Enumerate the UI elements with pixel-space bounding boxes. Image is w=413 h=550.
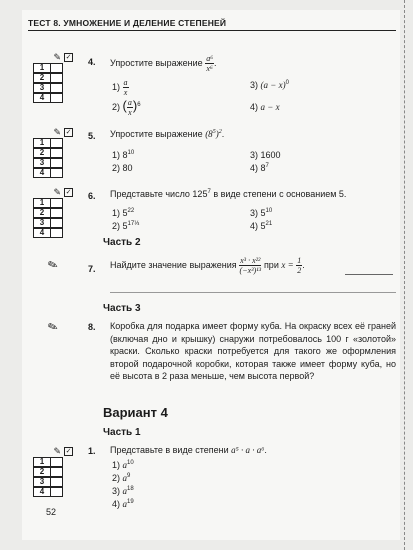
option-1[interactable]: 1) $a^{10}$	[112, 460, 134, 470]
answer-row[interactable]: 3	[33, 477, 73, 487]
answer-row[interactable]: 3	[33, 83, 73, 93]
answer-cell[interactable]	[51, 168, 63, 178]
question-number: 5.	[88, 131, 96, 141]
option-1[interactable]: 1) $8^{10}$	[112, 150, 135, 160]
answer-cell[interactable]	[51, 83, 63, 93]
answer-cell[interactable]	[51, 218, 63, 228]
answer-box-q1[interactable]	[33, 446, 73, 497]
page-sheet	[22, 10, 400, 540]
answer-row[interactable]: 3	[33, 218, 73, 228]
pencil-icon: ✎	[53, 52, 61, 62]
option-4[interactable]: 4) $5^{21}$	[250, 221, 273, 231]
answer-cell[interactable]	[51, 138, 63, 148]
checkbox-icon: ✓	[65, 447, 72, 455]
answer-row[interactable]: 4	[33, 168, 73, 178]
answer-row[interactable]: 1	[33, 457, 73, 467]
answer-row[interactable]: 1	[33, 63, 73, 73]
pencil-icon: ✎	[53, 187, 61, 197]
option-4[interactable]: 4) $8^7$	[250, 163, 269, 173]
question-text: Коробка для подарка имеет форму куба. На окраску всех её граней (включая дно и крышку) снаружи потребовалось 100 г «золотой» краски. Сколько краски потребуется для такого же оформления второй подарочной коробки, которая также имеет форму куба, но её высота в 2 раза меньше, чем высота первой?	[110, 321, 396, 381]
option-3[interactable]: 3) 1600	[250, 150, 281, 160]
expression: $\frac{\text{x³ · x²²}}{\text{(−x³)¹³}}$	[239, 256, 262, 275]
answer-row[interactable]: 1	[33, 198, 73, 208]
option-2[interactable]: 2) $a^9$	[112, 473, 131, 483]
option-2[interactable]: 2) ( $\frac{a}{x}$ )$^6$	[112, 98, 141, 118]
answer-cell[interactable]	[51, 158, 63, 168]
answer-row[interactable]: 2	[33, 73, 73, 83]
option-4[interactable]: 4) $a^{19}$	[112, 499, 134, 509]
option-3[interactable]: 3) $5^{10}$	[250, 208, 273, 218]
answer-row[interactable]: 2	[33, 467, 73, 477]
answer-cell[interactable]	[51, 148, 63, 158]
answer-cell[interactable]	[51, 228, 63, 238]
option-4[interactable]: 4) a − x	[250, 102, 280, 112]
answer-cell[interactable]	[51, 198, 63, 208]
question-text: Представьте в виде степени a⁵ · a · a⁶.	[110, 445, 267, 455]
answer-row[interactable]: 4	[33, 228, 73, 238]
option-1[interactable]: 1) $5^{22}$	[112, 208, 135, 218]
answer-cell[interactable]	[51, 457, 63, 467]
pencil-icon: ✎	[53, 446, 61, 456]
answer-line[interactable]	[345, 274, 393, 275]
checkbox-icon: ✓	[65, 188, 72, 196]
answer-cell[interactable]	[51, 487, 63, 497]
answer-cell[interactable]	[51, 477, 63, 487]
answer-row[interactable]: 4	[33, 487, 73, 497]
answer-cell[interactable]	[51, 73, 63, 83]
option-3[interactable]: 3) $(a - x)^0$	[250, 80, 289, 90]
answer-row[interactable]: 1	[33, 138, 73, 148]
question-text: Упростите выражение $\frac{\text{a⁶}}{\text{x⁶}}$ .	[110, 54, 217, 73]
answer-row[interactable]: 2	[33, 208, 73, 218]
divider	[110, 292, 396, 293]
answer-box-q5[interactable]	[33, 127, 73, 178]
expression: $(8^5)^2$	[205, 129, 222, 139]
question-number: 7.	[88, 264, 96, 274]
question-text: Упростите выражение $(8^5)^2$.	[110, 129, 225, 139]
answer-box-q6[interactable]	[33, 187, 73, 238]
question-text: Представьте число $125^7$ в виде степени с основанием 5.	[110, 189, 347, 199]
page-header: ТЕСТ 8. УМНОЖЕНИЕ И ДЕЛЕНИЕ СТЕПЕНЕЙ	[28, 18, 396, 31]
pencil-icon: ✎	[53, 127, 61, 137]
page-cut-edge	[404, 0, 406, 550]
variant-title: Вариант 4	[103, 405, 168, 420]
answer-cell[interactable]	[51, 208, 63, 218]
checkbox-icon: ✓	[65, 128, 72, 136]
question-text: Найдите значение выражения $\frac{\text{x³ · x²²}}{\text{(−x³)¹³}}$ при x = $\frac{1}{2}$ .	[110, 256, 305, 275]
section-title: Часть 2	[103, 237, 141, 248]
pen-icon: ✎	[45, 256, 60, 274]
answer-cell[interactable]	[51, 63, 63, 73]
answer-box-q4[interactable]	[33, 52, 73, 103]
question-number: 8.	[88, 322, 96, 332]
option-1[interactable]: 1) $\frac{a}{x}$	[112, 78, 128, 97]
question-number: 1.	[88, 446, 96, 456]
option-3[interactable]: 3) $a^{18}$	[112, 486, 134, 496]
expression: $\frac{\text{a⁶}}{\text{x⁶}}$	[206, 54, 213, 73]
question-number: 6.	[88, 191, 96, 201]
option-2[interactable]: 2) 80	[112, 163, 133, 173]
answer-cell[interactable]	[51, 93, 63, 103]
answer-row[interactable]: 3	[33, 158, 73, 168]
answer-row[interactable]: 4	[33, 93, 73, 103]
section-title: Часть 3	[103, 303, 141, 314]
answer-row[interactable]: 2	[33, 148, 73, 158]
question-number: 4.	[88, 57, 96, 67]
pen-icon: ✎	[45, 318, 60, 336]
page-number: 52	[46, 507, 57, 517]
expression: a⁵ · a · a⁶	[231, 445, 265, 455]
answer-cell[interactable]	[51, 467, 63, 477]
option-2[interactable]: 2) $5^{17\frac{1}{3}}$	[112, 221, 140, 231]
checkbox-icon: ✓	[65, 53, 72, 61]
section-title: Часть 1	[103, 427, 141, 438]
